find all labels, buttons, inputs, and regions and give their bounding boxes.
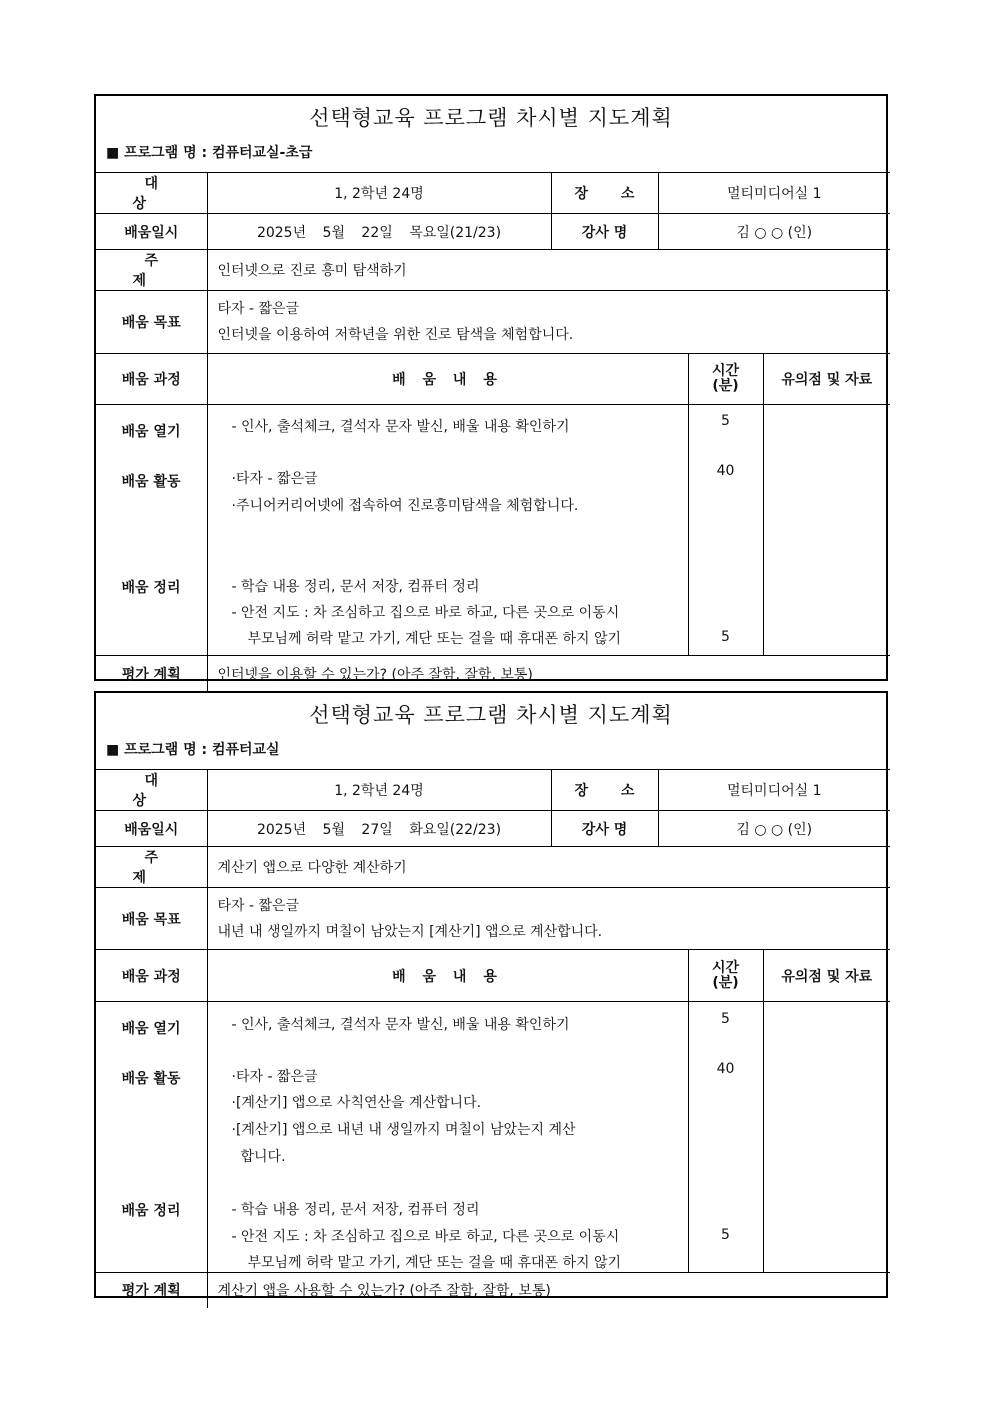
stage-closing: 배움 정리 <box>121 580 181 596</box>
process-header: 배움 과정 <box>96 354 207 405</box>
content-header: 배 움 내 용 <box>207 950 688 1002</box>
plan-title: 선택형교육 프로그램 차시별 지도계획 <box>309 703 673 727</box>
opening-time: 5 <box>721 413 730 429</box>
activity-time: 40 <box>716 463 735 479</box>
stage-closing: 배움 정리 <box>121 1203 181 1219</box>
closing-line: 부모님께 허락 맡고 가기, 계단 또는 걸을 때 휴대폰 하지 않기 <box>247 1255 622 1271</box>
stage-column <box>96 405 207 656</box>
evaluation-label: 평가 계획 <box>96 656 207 692</box>
lesson-plan-2 <box>94 691 888 1298</box>
time-header-line2: (분) <box>712 378 739 394</box>
goal-line-1: 타자 - 짧은글 <box>217 301 300 317</box>
goal-line-2: 인터넷을 이용하여 저학년을 위한 진로 탐색을 체험합니다. <box>217 327 574 343</box>
notes-cell <box>763 1002 890 1273</box>
topic-label: 주 제 <box>96 250 207 291</box>
stage-activity: 배움 활동 <box>121 1071 181 1087</box>
content-column <box>207 1002 688 1273</box>
closing-time: 5 <box>721 1227 730 1243</box>
evaluation-value: 계산기 앱을 사용할 수 있는가? (아주 잘함, 잘함, 보통) <box>207 1273 890 1308</box>
goal-value <box>207 888 890 950</box>
instructor-value: 김 ○ ○ (인) <box>658 214 890 250</box>
content-column <box>207 405 688 656</box>
activity-line: ·주니어커리어넷에 접속하여 진로흥미탐색을 체험합니다. <box>231 498 579 514</box>
place-value: 멀티미디어실 1 <box>658 770 890 811</box>
program-name: ■ 프로그램 명 : 컴퓨터교실-초급 <box>106 145 313 161</box>
target-value: 1, 2학년 24명 <box>207 770 551 811</box>
plan-title: 선택형교육 프로그램 차시별 지도계획 <box>309 106 673 130</box>
goal-value <box>207 291 890 354</box>
place-label: 장 소 <box>551 173 658 214</box>
plan-table <box>96 769 890 1308</box>
closing-line: - 안전 지도 : 차 조심하고 집으로 바로 하교, 다른 곳으로 이동시 <box>231 1229 620 1245</box>
activity-line: 합니다. <box>240 1149 286 1165</box>
target-value: 1, 2학년 24명 <box>207 173 551 214</box>
topic-value: 인터넷으로 진로 흥미 탐색하기 <box>207 250 890 291</box>
goal-line-1: 타자 - 짧은글 <box>217 897 300 914</box>
notes-header: 유의점 및 자료 <box>763 950 890 1002</box>
time-header-line1: 시간 <box>711 363 740 379</box>
instructor-value: 김 ○ ○ (인) <box>658 811 890 847</box>
time-column <box>688 1002 763 1273</box>
stage-opening: 배움 열기 <box>121 424 181 440</box>
evaluation-value: 인터넷을 이용할 수 있는가? (아주 잘함, 잘함, 보통) <box>207 656 890 692</box>
plan-table <box>96 172 890 692</box>
instructor-label: 강사 명 <box>551 811 658 847</box>
opening-text: - 인사, 출석체크, 결석자 문자 발신, 배울 내용 확인하기 <box>231 419 570 435</box>
time-header <box>688 354 763 405</box>
activity-time: 40 <box>716 1061 735 1077</box>
date-label: 배움일시 <box>96 214 207 250</box>
goal-label: 배움 목표 <box>96 291 207 354</box>
notes-cell <box>763 405 890 656</box>
notes-header: 유의점 및 자료 <box>763 354 890 405</box>
opening-text: - 인사, 출석체크, 결석자 문자 발신, 배울 내용 확인하기 <box>231 1017 570 1033</box>
time-header-line2: (분) <box>712 974 739 991</box>
goal-label: 배움 목표 <box>96 888 207 950</box>
activity-line: ·[계산기] 앱으로 내년 내 생일까지 며칠이 남았는지 계산 <box>231 1122 576 1138</box>
lesson-plan-1 <box>94 94 888 681</box>
activity-line: ·타자 - 짧은글 <box>231 1069 318 1085</box>
time-header-line1: 시간 <box>711 959 740 976</box>
opening-time: 5 <box>721 1011 730 1027</box>
topic-value: 계산기 앱으로 다양한 계산하기 <box>207 847 890 888</box>
topic-label: 주 제 <box>96 847 207 888</box>
time-column <box>688 405 763 656</box>
activity-line: ·[계산기] 앱으로 사칙연산을 계산합니다. <box>231 1095 482 1111</box>
program-name: ■ 프로그램 명 : 컴퓨터교실 <box>106 742 280 758</box>
date-label: 배움일시 <box>96 811 207 847</box>
goal-line-2: 내년 내 생일까지 며칠이 남았는지 [계산기] 앱으로 계산합니다. <box>217 923 603 940</box>
instructor-label: 강사 명 <box>551 214 658 250</box>
date-value: 2025년 5월 22일 목요일(21/23) <box>207 214 551 250</box>
closing-line: 부모님께 허락 맡고 가기, 계단 또는 걸을 때 휴대폰 하지 않기 <box>247 631 622 647</box>
stage-opening: 배움 열기 <box>121 1021 181 1037</box>
time-header <box>688 950 763 1002</box>
activity-line: ·타자 - 짧은글 <box>231 471 318 487</box>
closing-line: - 학습 내용 정리, 문서 저장, 컴퓨터 정리 <box>231 1202 480 1218</box>
place-value: 멀티미디어실 1 <box>658 173 890 214</box>
process-header: 배움 과정 <box>96 950 207 1002</box>
target-label: 대 상 <box>96 770 207 811</box>
target-label: 대 상 <box>96 173 207 214</box>
stage-activity: 배움 활동 <box>121 474 181 490</box>
closing-line: - 학습 내용 정리, 문서 저장, 컴퓨터 정리 <box>231 579 480 595</box>
place-label: 장 소 <box>551 770 658 811</box>
date-value: 2025년 5월 27일 화요일(22/23) <box>207 811 551 847</box>
stage-column <box>96 1002 207 1273</box>
closing-time: 5 <box>721 629 730 645</box>
closing-line: - 안전 지도 : 차 조심하고 집으로 바로 하교, 다른 곳으로 이동시 <box>231 605 620 621</box>
evaluation-label: 평가 계획 <box>96 1273 207 1308</box>
content-header: 배 움 내 용 <box>207 354 688 405</box>
